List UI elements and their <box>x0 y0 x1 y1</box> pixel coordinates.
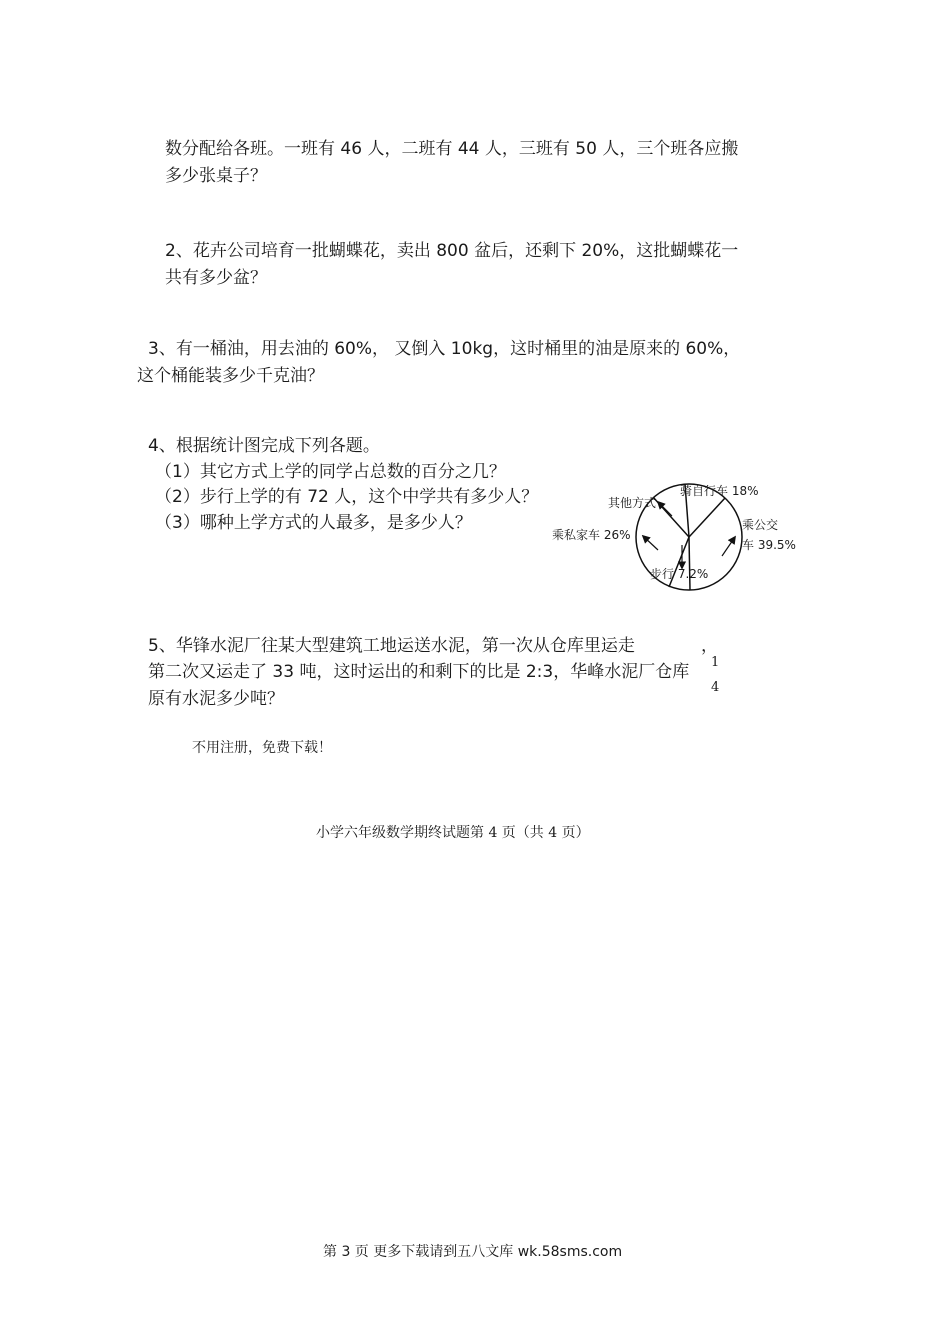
q5-line3: 原有水泥多少吨？ <box>148 689 284 709</box>
label-walk: 步行 7.2% <box>650 567 709 581</box>
divider-bike-bus <box>689 498 725 537</box>
label-other: 其他方式 <box>608 496 657 510</box>
label-bus-line1: 乘公交 <box>742 518 779 532</box>
q1-line1: 数分配给各班。一班有 46 人，二班有 44 人，三班有 50 人，三个班各应搬 <box>165 139 739 159</box>
arrow-car <box>643 536 658 550</box>
q4-sub1: （1）其它方式上学的同学占总数的百分之几？ <box>155 462 506 482</box>
arrow-other <box>658 502 672 516</box>
q2-line1: 2、花卉公司培育一批蝴蝶花，卖出 800 盆后，还剩下 20%，这批蝴蝶花一 <box>165 241 739 261</box>
fraction-numerator: 1 <box>711 655 720 670</box>
q5-line1: 5、华锋水泥厂往某大型建筑工地运送水泥，第一次从仓库里运走 <box>148 636 635 656</box>
q5-line2: 第二次又运走了 33 吨，这时运出的和剩下的比是 2:3，华峰水泥厂仓库 <box>148 662 690 682</box>
q5-comma: ， <box>701 636 718 656</box>
free-download-note: 不用注册，免费下载！ <box>192 740 332 756</box>
arrow-bus <box>722 537 735 556</box>
q4-title: 4、根据统计图完成下列各题。 <box>148 436 380 456</box>
exam-page-info: 小学六年级数学期终试题第 4 页（共 4 页） <box>316 825 590 841</box>
fraction-denominator: 4 <box>711 680 720 695</box>
q3-line2: 这个桶能装多少千克油？ <box>137 366 324 386</box>
q4-sub3: （3）哪种上学方式的人最多，是多少人？ <box>155 513 472 533</box>
label-car: 乘私家车 26% <box>552 528 631 542</box>
q1-line2: 多少张桌子？ <box>165 166 267 186</box>
label-bus-line2: 车 39.5% <box>742 538 796 552</box>
label-bike: 骑自行车 18% <box>680 484 759 498</box>
q3-line1: 3、有一桶油，用去油的 60%， 又倒入 10kg，这时桶里的油是原来的 60%， <box>148 339 741 359</box>
q4-sub2: （2）步行上学的有 72 人，这个中学共有多少人？ <box>155 487 539 507</box>
q2-line2: 共有多少盆？ <box>165 268 267 288</box>
divider-bus-walk <box>689 537 690 590</box>
page-footer: 第 3 页 更多下载请到五八文库 wk.58sms.com <box>323 1244 623 1260</box>
